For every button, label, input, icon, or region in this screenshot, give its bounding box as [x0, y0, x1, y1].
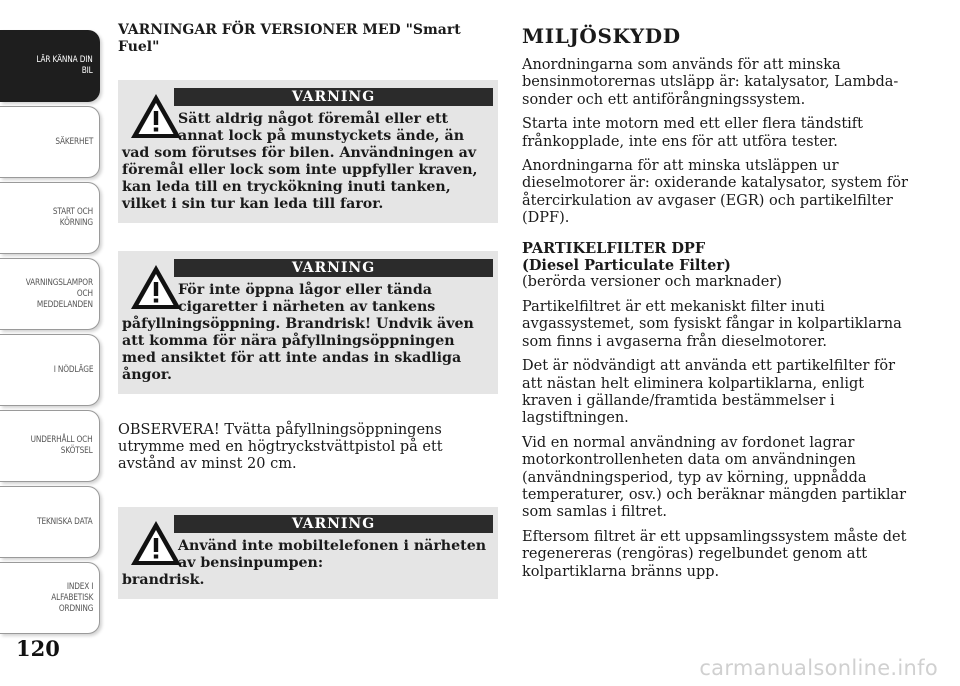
right-column [522, 24, 912, 588]
section-tabs [0, 30, 100, 638]
tab-varningslampor[interactable] [0, 258, 100, 330]
warning-lead: För inte öppna lågor eller tända cigaretter i närheten av tankens [178, 282, 436, 315]
paragraph: Partikelfiltret är ett mekaniskt filter inuti avgassystemet, som fysiskt fångar in kolpartiklarna som finns i avgaserna från dieselmotorer. [522, 298, 902, 350]
warning-body: påfyllningsöppning. Brandrisk! Undvik även att komma för nära påfyllningsöppningen med ansiktet för att inte andas in skadliga ångor. [122, 316, 474, 383]
tab-i-nodlage[interactable] [0, 334, 100, 406]
warning-title: VARNING [174, 515, 493, 533]
tab-label: I NÖDLÄGE [53, 364, 93, 375]
warning-triangle-icon [128, 91, 184, 141]
subsection-title: PARTIKELFILTER DPF [522, 239, 706, 257]
subsection-subtitle: (Diesel Particulate Filter) [522, 257, 731, 275]
warning-body: vad som förutses för bilen. Användningen av föremål eller lock som inte uppfyller kraven, kan leda till en tryckökning inuti tanken, vilket i sin tur kan leda till faror. [122, 145, 478, 212]
tab-label: INDEX I ALFABETISK ORDNING [50, 581, 93, 614]
subsection-note: (berörda versioner och marknader) [522, 274, 782, 291]
note-paragraph: OBSERVERA! Tvätta påfyllningsöppningens utrymme med en högtryckstvättpistol på ett avstånd av minst 20 cm. [118, 422, 443, 472]
tab-sakerhet[interactable] [0, 106, 100, 178]
tab-label: SÄKERHET [55, 136, 93, 147]
warning-box [118, 80, 498, 223]
watermark: carmanualsonline.info [699, 656, 938, 680]
page-number: 120 [16, 636, 60, 661]
tab-lar-kanna-din-bil[interactable] [0, 30, 100, 102]
section-heading: VARNINGAR FÖR VERSIONER MED "Smart Fuel" [118, 22, 461, 55]
tab-label: LÄR KÄNNA DIN BIL [36, 55, 93, 76]
paragraph: Vid en normal användning av fordonet lagrar motorkontrollenheten data om användningen (användningsperiod, typ av körning, uppnådda temperaturer, osv.) och beräknar mängden partiklar som samlas i filtret. [522, 434, 907, 521]
section-title: MILJÖSKYDD [522, 24, 681, 48]
warning-title: VARNING [174, 259, 493, 277]
paragraph: Anordningarna för att minska utsläppen ur dieselmotorer är: oxiderande katalysator, system för återcirkulation av avgaser (EGR) och partikelfilter (DPF). [522, 158, 908, 227]
paragraph: Eftersom filtret är ett uppsamlingssystem måste det regenereras (rengöras) regelbundet genom att kolpartiklarna bränns upp. [522, 528, 907, 580]
tab-index[interactable] [0, 562, 100, 634]
warning-box [118, 251, 498, 394]
tab-label: VARNINGSLAMPOR OCH MEDDELANDEN [25, 277, 93, 310]
warning-body: brandrisk. [122, 572, 205, 588]
tab-label: START OCH KÖRNING [52, 207, 93, 228]
left-column [118, 22, 498, 627]
warning-box [118, 507, 498, 599]
tab-label: TEKNISKA DATA [37, 516, 93, 527]
warning-lead: Använd inte mobiltelefonen i närheten av bensinpumpen: [178, 538, 487, 571]
paragraph: Starta inte motorn med ett eller flera tändstift frånkopplade, inte ens för att utföra tester. [522, 116, 863, 150]
tab-label: UNDERHÅLL OCH SKÖTSEL [31, 435, 93, 456]
warning-title: VARNING [174, 88, 493, 106]
warning-lead: Sätt aldrig något föremål eller ett annat lock på munstyckets ände, än [178, 111, 465, 144]
tab-start-och-korning[interactable] [0, 182, 100, 254]
tab-tekniska-data[interactable] [0, 486, 100, 558]
tab-underhall-och-skotsel[interactable] [0, 410, 100, 482]
paragraph: Det är nödvändigt att använda ett partikelfilter för att nästan helt eliminera kolpartiklarna, enligt kraven i gällande/framtida bestämmelser i lagstiftningen. [522, 358, 896, 427]
warning-triangle-icon [128, 262, 184, 312]
paragraph: Anordningarna som används för att minska bensinmotorernas utsläpp är: katalysator, Lambda-sonder och ett antiförångningssystem. [522, 57, 899, 108]
warning-triangle-icon [128, 518, 184, 568]
